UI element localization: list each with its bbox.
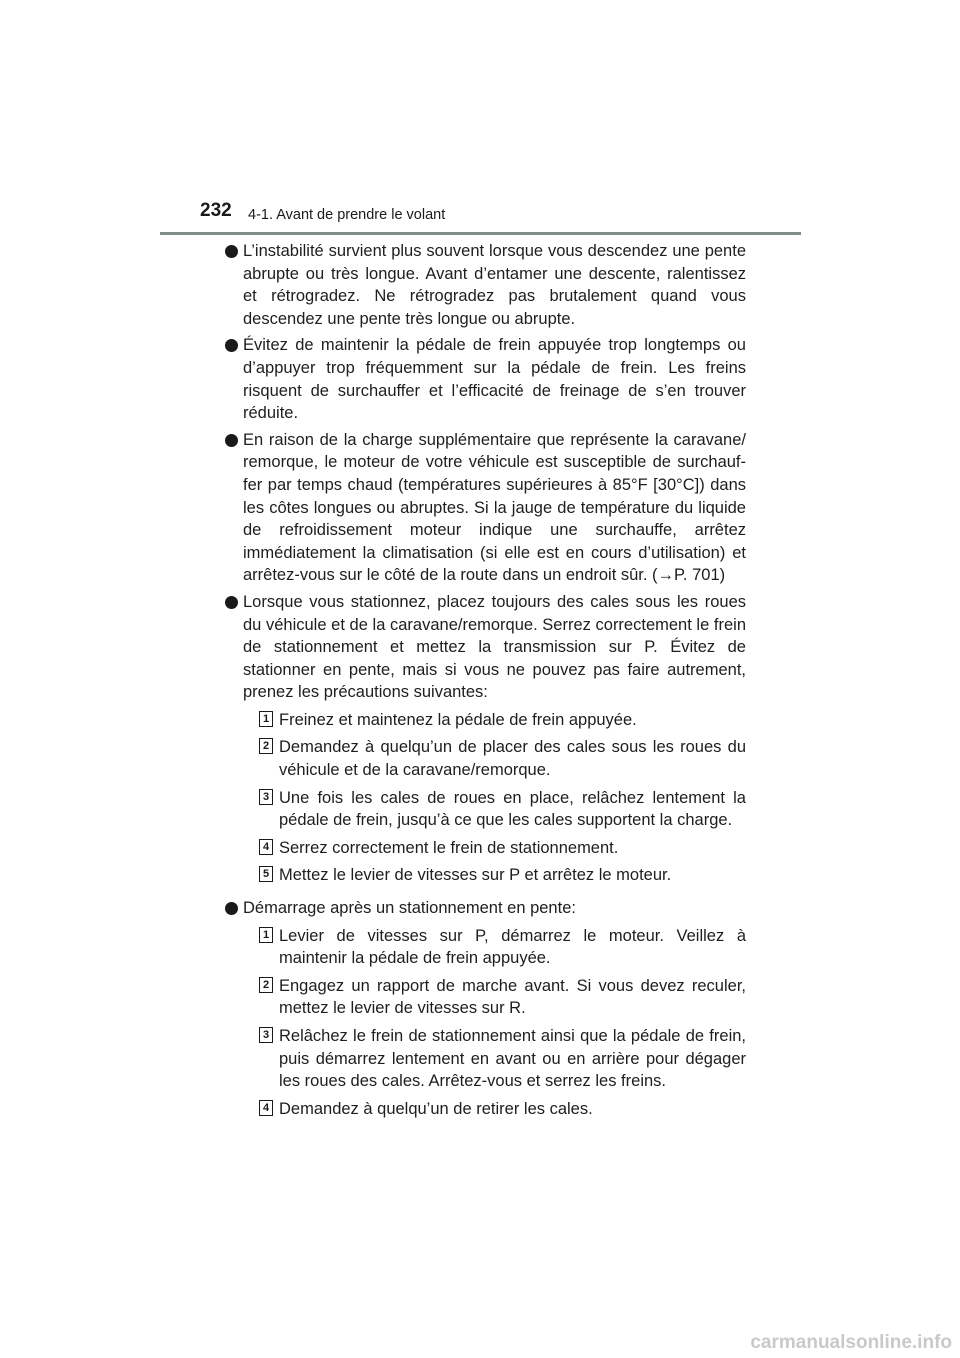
step-number-badge: 2 xyxy=(259,738,273,754)
page-number: 232 xyxy=(200,200,232,221)
bullet-item xyxy=(224,429,746,587)
step-text: Mettez le levier de vitesses sur P et arrêtez le moteur. xyxy=(279,866,672,885)
step-number-badge: 1 xyxy=(259,927,273,943)
step-item xyxy=(243,864,746,887)
step-number-badge: 1 xyxy=(259,711,273,727)
bullet-item xyxy=(224,334,746,424)
step-number-badge: 3 xyxy=(259,1027,273,1043)
bullet-item xyxy=(224,591,746,887)
step-item xyxy=(243,736,746,781)
parking-steps-list xyxy=(243,709,746,887)
step-number-badge: 2 xyxy=(259,977,273,993)
header-rule xyxy=(160,232,801,235)
section-title: 4-1. Avant de prendre le volant xyxy=(248,207,446,223)
step-item xyxy=(243,975,746,1020)
watermark: carmanualsonline.info xyxy=(750,1332,952,1353)
bullet-dot-icon xyxy=(225,902,238,915)
step-item xyxy=(243,1025,746,1093)
step-number-badge: 4 xyxy=(259,839,273,855)
bullet-dot-icon xyxy=(225,339,238,352)
bullet-item xyxy=(224,897,746,1120)
bullet-dot-icon xyxy=(225,434,238,447)
step-item xyxy=(243,1098,746,1121)
step-text: Demandez à quelqu’un de retirer les cales. xyxy=(279,1099,593,1118)
bullet-dot-icon xyxy=(225,245,238,258)
step-number-badge: 4 xyxy=(259,1100,273,1116)
step-item xyxy=(243,837,746,860)
step-text: Engagez un rapport de marche avant. Si vous devez reculer, mettez le levier de vitesses sur R. xyxy=(279,976,746,1018)
page-header xyxy=(0,0,960,240)
bullet-text: L’instabilité survient plus souvent lorsque vous descendez une pente abrupte ou très longue. Avant d’entamer une descente, ralentissez et rétrogradez. Ne rétrogradez pas brutalement quand vous descendez une pente très longue ou abrupte. xyxy=(243,242,746,328)
step-item xyxy=(243,709,746,732)
step-text: Demandez à quelqu’un de placer des cales sous les roues du véhicule et de la caravane/remorque. xyxy=(279,738,746,780)
step-text: Levier de vitesses sur P, démarrez le moteur. Veillez à maintenir la pédale de frein appuyée. xyxy=(279,926,746,968)
step-item xyxy=(243,925,746,970)
step-text: Freinez et maintenez la pédale de frein appuyée. xyxy=(279,710,637,729)
step-text: Une fois les cales de roues en place, relâchez lentement la pédale de frein, jusqu’à ce que les cales supportent la charge. xyxy=(279,788,746,830)
step-text: Relâchez le frein de stationnement ainsi que la pédale de frein, puis démarrez lentement en avant ou en arrière pour dégager les roues des cales. Arrêtez-vous et serrez les freins. xyxy=(279,1027,746,1091)
hill-start-steps-list xyxy=(243,925,746,1121)
step-number-badge: 3 xyxy=(259,789,273,805)
bullet-text: Évitez de maintenir la pédale de frein appuyée trop longtemps ou d’appuyer trop fréquemment sur la pédale de frein. Les freins risquent de surchauffer et l’efficacité de freinage de s’en trouver réduite. xyxy=(243,336,746,423)
step-text: Serrez correctement le frein de stationnement. xyxy=(279,838,619,857)
bullet-dot-icon xyxy=(225,596,238,609)
bullet-text: Démarrage après un stationnement en pente: xyxy=(243,899,576,918)
bullet-text: En raison de la charge supplémentaire que représente la caravane/ remorque, le moteur de votre véhicule est susceptible de surchauf- fer par temps chaud (températures supérieures à 85°F [30°C]) dans les côtes longues ou abruptes. Si la jauge de température du liquide de refroidissement moteur indique une surchauffe, arrêtez immédiatement la climatisation (si elle est en cours d’utilisation) et arrêtez-vous sur le côté de la route dans un endroit sûr. (→P. 701) xyxy=(243,430,746,585)
step-number-badge: 5 xyxy=(259,866,273,882)
bullet-item xyxy=(224,240,746,330)
step-item xyxy=(243,787,746,832)
bullet-text: Lorsque vous stationnez, placez toujours des cales sous les roues du véhicule et de la caravane/remorque. Serrez correctement le frein de stationnement et mettez la transmission sur P. Évitez de stationner en pente, mais si vous ne pouvez pas faire autrement, prenez les précautions suivantes: xyxy=(243,592,746,702)
main-content xyxy=(224,240,746,1125)
